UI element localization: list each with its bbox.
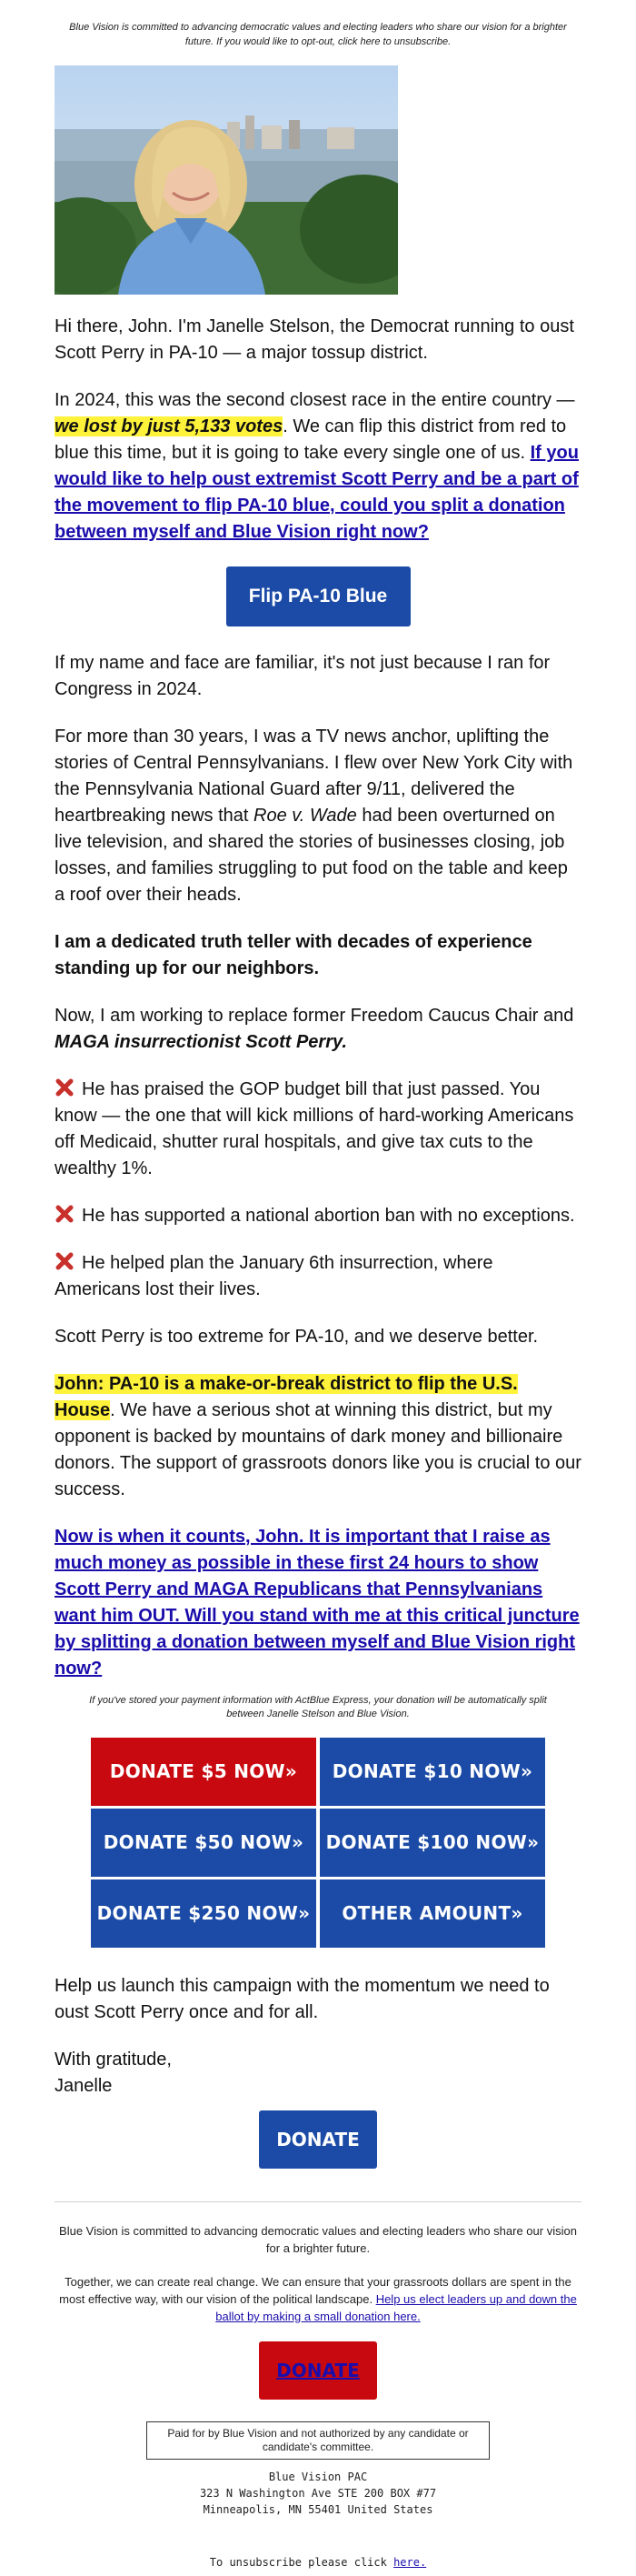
too-extreme-paragraph: Scott Perry is too extreme for PA-10, and we deserve better. — [55, 1327, 539, 1347]
footer-together: Together, we can create real change. We can ensure that your grassroots dollars are spent in the most effective way, with our vision of the political landscape. Help us elect leaders up and down the ballot by making a small donation here. — [59, 2275, 577, 2323]
donate-amount-grid — [91, 1738, 545, 1948]
email-body — [55, 314, 581, 2571]
unsubscribe-line: To unsubscribe please click here. — [209, 2556, 427, 2569]
donate-50-button[interactable]: DONATE $50 NOW» — [91, 1809, 316, 1877]
launch-paragraph: Help us launch this campaign with the momentum we need to oust Scott Perry once and for all. — [55, 1976, 550, 2022]
other-amount-button[interactable]: OTHER AMOUNT» — [320, 1879, 545, 1948]
donate-10-button[interactable]: DONATE $10 NOW» — [320, 1738, 545, 1806]
donate-5-button[interactable]: DONATE $5 NOW» — [91, 1738, 316, 1806]
familiar-paragraph: If my name and face are familiar, it's not just because I ran for Congress in 2024. — [55, 653, 551, 699]
divider — [55, 2201, 581, 2202]
split-donation-link[interactable]: If you would like to help oust extremist Scott Perry and be a part of the movement to flip PA-10 blue, could you split a donation between myself and Blue Vision right now? — [55, 443, 579, 542]
truth-teller-statement: I am a dedicated truth teller with decades of experience standing up for our neighbors. — [55, 932, 532, 978]
mailing-address: Blue Vision PAC 323 N Washington Ave STE 200 BOX #77 Minneapolis, MN 55401 United States — [199, 2471, 437, 2516]
footer-mission: Blue Vision is committed to advancing democratic values and electing leaders who share our vision for a brighter future. — [59, 2224, 577, 2255]
bullet-january6: He helped plan the January 6th insurrection, where Americans lost their lives. — [55, 1253, 493, 1299]
optout-note: Blue Vision is committed to advancing democratic values and electing leaders who share our vision for a brighter future. If you would like to opt-out, click here to unsubscribe. — [69, 22, 567, 47]
bullet-budget: He has praised the GOP budget bill that just passed. You know — the one that will kick millions of hard-working Americans off Medicaid, shutter rural hospitals, and give tax cuts to the wealthy 1%. — [55, 1079, 574, 1178]
signoff: With gratitude, Janelle — [55, 2050, 172, 2096]
critical-juncture-link[interactable]: Now is when it counts, John. It is important that I raise as much money as possible in these first 24 hours to show Scott Perry and MAGA Republicans that Pennsylvanians want him OUT. Will you stand with me at this critical juncture by splitting a donation between myself and Blue Vision right now? — [55, 1527, 580, 1679]
footer — [55, 2222, 581, 2571]
intro-paragraph: Hi there, John. I'm Janelle Stelson, the Democrat running to oust Scott Perry in PA-10 — a major tossup district. — [55, 316, 574, 363]
donate-100-button[interactable]: DONATE $100 NOW» — [320, 1809, 545, 1877]
make-or-break-paragraph: John: PA-10 is a make-or-break district to flip the U.S. House. We have a serious shot at winning this district, but my opponent is backed by mountains of dark money and billionaire donors. The support of grassroots donors like you is crucial to our success. — [55, 1374, 581, 1499]
small-donation-link[interactable]: Help us elect leaders up and down the ballot by making a small donation here. — [215, 2292, 577, 2323]
donate-250-button[interactable]: DONATE $250 NOW» — [91, 1879, 316, 1948]
candidate-photo — [55, 65, 398, 295]
footer-donate-button[interactable]: DONATE — [259, 2341, 377, 2400]
actblue-note: If you've stored your payment information with ActBlue Express, your donation will be automatically split between Janelle Stelson and Blue Vision. — [89, 1695, 547, 1719]
signature: Janelle — [55, 2076, 113, 2096]
flip-pa10-button[interactable]: Flip PA-10 Blue — [226, 566, 411, 626]
bullet-abortion: He has supported a national abortion ban with no exceptions. — [55, 1203, 581, 1229]
bio-paragraph: For more than 30 years, I was a TV news anchor, uplifting the stories of Central Pennsylvanians. I flew over New York City with the Pennsylvania National Guard after 9/11, delivered the heartbreaking news that Roe v. Wade had been overturned on live television, and shared the stories of businesses closing, job losses, and families struggling to put food on the table and keep a roof over their heads. — [55, 727, 573, 905]
unsubscribe-link[interactable]: here. — [393, 2556, 427, 2569]
paid-for-disclaimer: Paid for by Blue Vision and not authorized by any candidate or candidate's committee. — [146, 2421, 490, 2460]
donate-button[interactable]: DONATE — [259, 2110, 377, 2169]
red-x-icon — [55, 1078, 75, 1098]
vote-margin-highlight: we lost by just 5,133 votes — [55, 416, 283, 436]
red-x-icon — [55, 1251, 75, 1271]
red-x-icon — [55, 1204, 75, 1224]
race-paragraph: In 2024, this was the second closest race in the entire country — we lost by just 5,133 votes. We can flip this district from red to blue this time, but it is going to take every single one of us. If you would like to help oust extremist Scott Perry and be a part of the movement to flip PA-10 blue, could you split a donation between myself and Blue Vision right now? — [55, 390, 579, 542]
replace-perry-paragraph: Now, I am working to replace former Freedom Caucus Chair and MAGA insurrectionist Scott Perry. — [55, 1006, 574, 1052]
